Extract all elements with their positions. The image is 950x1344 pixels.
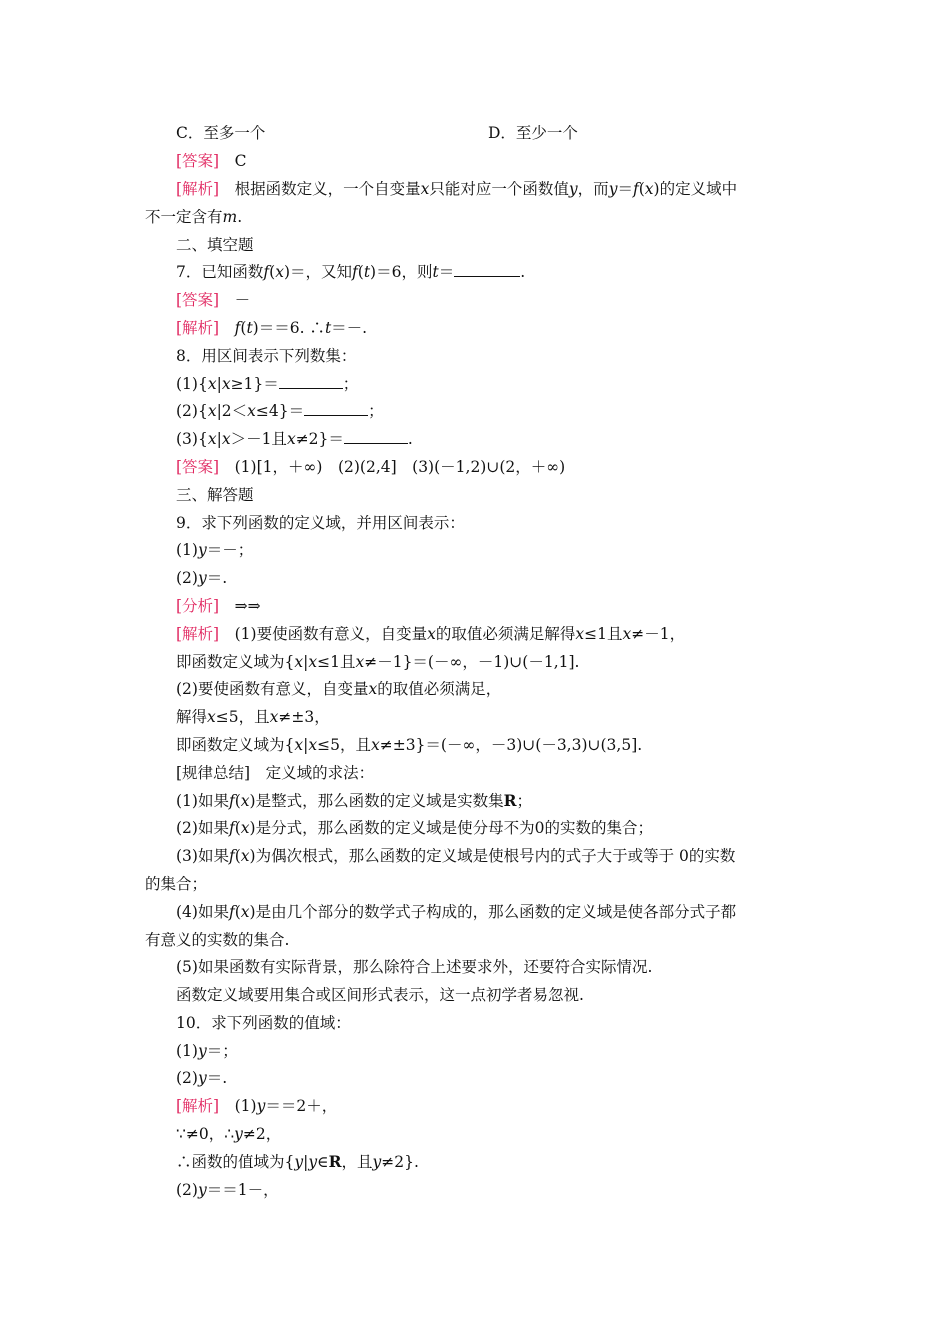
text-run: ＝； [206,1042,238,1060]
text-run: x [294,653,304,671]
text-run: y [197,541,207,559]
analysis-line-9-solve [176,707,330,727]
text-run: ( [234,819,241,837]
text-run: [解析] [176,625,220,643]
text-run: [答案] [176,458,220,476]
text-run: ≤5，且 [215,708,270,726]
text-run: x [370,736,380,754]
rule-3-cont [145,874,207,894]
text-run: ，且 [341,1153,373,1171]
text-run: y [294,1153,304,1171]
text-run: t [246,319,253,337]
answer-line-6 [176,151,247,171]
text-run: 的取值必须满足解得 [435,625,576,643]
text-run: 定义域的求法： [265,764,375,782]
text-run: (1) [234,1097,257,1115]
text-run: ≤1且 [584,625,623,643]
text-run: (2)要使函数有意义，自变量 [176,680,369,698]
text-run: 的取值必须满足， [377,680,502,698]
fenxi-line-9 [176,596,261,616]
text-run: )＝，又知 [283,263,352,281]
text-run: x [575,625,585,643]
text-run: 解得 [176,708,208,726]
text-run: . [520,263,526,281]
text-run: x [308,736,318,754]
text-run: 不一定含有 [145,208,223,226]
text-run: | [303,1153,309,1171]
text-run: x [427,625,436,643]
text-run: ( [234,792,241,810]
rule-summary-heading [176,763,374,783]
option-d [488,123,578,143]
text-run: ( [234,847,241,865]
text-run: [答案] [176,291,220,309]
text-run: 根据函数定义，一个自变量 [234,180,421,198]
text-run: | [216,375,222,393]
question-10-part-2 [176,1068,227,1088]
text-run: 只能对应一个函数值 [429,180,569,198]
text-run: 即函数定义域为{ [176,653,295,671]
answer-blank [279,374,343,389]
text-run: x [247,402,256,420]
analysis-line-9-domain-1 [176,652,579,672]
text-run: t [324,319,332,337]
text-run: ≥1}＝ [230,375,279,393]
text-run: (5)如果函数有实际背景，那么除符合上述要求外，还要符合实际情况. [176,958,653,976]
text-run: f [632,180,639,198]
text-run: (4)如果 [176,903,229,921]
text-run: f [228,903,235,921]
text-run: (1) [176,541,198,559]
text-run: ； [516,792,532,810]
text-run: R [328,1152,342,1171]
text-run: ( [240,319,247,337]
text-run: x [207,708,216,726]
text-run: [解析] [176,1097,220,1115]
rule-2 [176,818,653,838]
text-run: y [197,1181,207,1199]
text-run: [解析] [176,319,220,337]
text-run: ＝－； [206,541,254,559]
text-run: f [228,819,235,837]
text-run: ( [269,263,276,281]
text-run: 8．用区间表示下列数集： [176,347,357,365]
analysis-tag: [解析] [176,180,220,198]
text-run: 三、解答题 [176,486,254,504]
question-8-part-1 [176,374,358,394]
text-run: (3){ [176,430,208,448]
answer-blank [344,429,408,444]
text-run: x [240,819,250,837]
answer-blank [304,401,368,416]
option-c [176,123,265,143]
analysis-line-9-domain-2 [176,735,642,755]
rule-5 [176,957,652,977]
text-run: 10．求下列函数的值域： [176,1014,351,1032]
text-run: x [240,792,250,810]
text-run: )为偶次根式，那么函数的定义域是使根号内的式子大于或等于 0的实数 [249,847,736,865]
text-run: 二、填空题 [176,236,254,254]
text-run: (2) [176,1069,198,1087]
question-10-part-1 [176,1041,238,1061]
text-run: (1) [176,1042,198,1060]
analysis-line-10-because [176,1124,281,1144]
text-run: ∴函数的值域为{ [176,1153,295,1171]
question-10 [176,1013,351,1033]
text-run: y [568,180,578,198]
text-run: )＝6，则 [370,263,433,281]
text-run: ≠2}＝ [295,430,344,448]
text-run: y [197,1069,207,1087]
text-run: ( [357,263,364,281]
text-run: (2){ [176,402,208,420]
text-run: t [432,263,439,281]
rule-4-cont [145,930,289,950]
text-run: ≠2}. [381,1153,419,1171]
text-run: x [644,180,654,198]
text-run: (3)如果 [176,847,229,865]
text-run: )是分式，那么函数的定义域是使分母不为0的实数的集合； [249,819,653,837]
analysis-line-6 [176,179,737,199]
text-run: R [503,791,517,810]
rule-4 [176,902,736,922]
fenxi-tag: [分析] [176,597,220,615]
text-run: x [221,430,231,448]
text-run: ＝. [206,569,228,587]
text-run: 有意义的实数的集合. [145,931,290,949]
text-run: C [234,152,247,170]
text-run: 9．求下列函数的定义域，并用区间表示： [176,514,465,532]
text-run: (2)如果 [176,819,229,837]
text-run: )的定义域中 [653,180,738,198]
text-run: ≤5，且 [317,736,371,754]
text-run: x [269,708,279,726]
text-run: x [240,847,250,865]
text-run: (1)要使函数有意义，自变量 [234,625,428,643]
text-run: . [407,430,413,448]
text-run: f [234,319,241,337]
text-run: y [256,1097,266,1115]
text-run: )是整式，那么函数的定义域是实数集 [249,792,504,810]
text-run: ＝－. [331,319,368,337]
question-8-part-3 [176,429,413,449]
text-run: y [372,1153,382,1171]
text-run: ( [234,903,241,921]
text-run: ≠－1}＝(－∞，－1)∪(－1,1]. [364,653,580,671]
section-fill-in [176,235,254,255]
rule-note [176,985,584,1005]
text-run: x [308,653,318,671]
text-run: x [275,263,284,281]
analysis-line-9-part-2 [176,679,501,699]
analysis-line-9 [176,624,685,644]
rule-1 [176,791,532,811]
text-run: y [197,1042,207,1060]
text-run: (2) [176,569,198,587]
text-run: (2) [176,1181,198,1199]
text-run: ≠±3， [278,708,330,726]
text-run: ( [638,180,645,198]
answer-tag: [答案] [176,152,220,170]
text-run: (1)[1，＋∞) (2)(2,4] (3)(－1,2)∪(2，＋∞) [234,458,566,476]
answer-blank [454,262,520,277]
text-run: )是由几个部分的数学式子构成的，那么函数的定义域是使各部分式子都 [249,903,737,921]
question-9-part-1 [176,540,253,560]
text-run: 函数定义域要用集合或区间形式表示，这一点初学者易忽视. [176,986,584,1004]
text-run: C．至多一个 [176,124,266,142]
rule-3 [176,846,735,866]
text-run: ＝ [617,180,633,198]
analysis-line-7 [176,318,367,338]
rule-tag: [规律总结] [176,764,251,782]
text-run: ； [342,375,359,393]
text-run: D．至少一个 [488,124,578,142]
text-run: f [228,792,235,810]
text-run: ∈ [317,1153,329,1171]
text-run: | [303,736,309,754]
text-run: m [222,208,238,226]
text-run: x [368,680,378,698]
text-run: f [228,847,235,865]
text-run: － [234,291,251,309]
text-run: y [234,1125,243,1143]
question-7 [176,262,525,282]
text-run: ； [368,402,384,420]
text-run: ＝＝1－， [206,1181,279,1199]
text-run: x [286,430,296,448]
question-9 [176,513,465,533]
text-run: x [294,736,304,754]
analysis-line-10-part-2 [176,1180,279,1200]
question-8-part-2 [176,401,384,421]
text-run: y [308,1153,318,1171]
text-run: y [197,569,207,587]
question-8 [176,346,356,366]
text-run: x [240,903,250,921]
text-run: 7．已知函数 [176,263,264,281]
text-run: ∵≠0，∴ [176,1125,235,1143]
analysis-line-6-cont [145,207,242,227]
text-run: )＝＝6. ∴ [252,319,325,337]
section-solve [176,485,254,505]
text-run: x [420,180,430,198]
text-run: (1)如果 [176,792,229,810]
text-run: ，而 [577,180,609,198]
text-run: t [363,263,371,281]
text-run: ≠2， [242,1125,282,1143]
text-run: | [303,653,309,671]
text-run: (1){ [176,375,208,393]
text-run: |2＜ [216,402,248,420]
text-run: x [207,402,217,420]
text-run: y [608,180,618,198]
answer-line-7 [176,290,250,310]
text-run: ＝. [206,1069,228,1087]
text-run: ≠±3}＝(－∞，－3)∪(－3,3)∪(3,5]. [379,736,643,754]
text-run: ⇒⇒ [234,597,261,615]
text-run: 即函数定义域为{ [176,736,295,754]
text-run: ≠－1， [631,625,686,643]
text-run: f [263,263,270,281]
text-run: x [207,430,217,448]
text-run: ＝＝2＋， [265,1097,338,1115]
text-run: ＝ [438,263,455,281]
text-run: ≤4}＝ [255,402,305,420]
text-run: ≤1且 [317,653,356,671]
text-run: ＞－1且 [230,430,287,448]
analysis-line-10 [176,1096,337,1116]
text-run: x [221,375,231,393]
text-run: . [237,208,243,226]
text-run: 的集合； [145,875,208,893]
text-run: | [216,430,222,448]
text-run: x [207,375,217,393]
question-9-part-2 [176,568,227,588]
text-run: x [622,625,632,643]
analysis-line-10-range [176,1152,419,1172]
text-run: x [355,653,365,671]
text-run: f [352,263,358,281]
answer-line-8 [176,457,565,477]
